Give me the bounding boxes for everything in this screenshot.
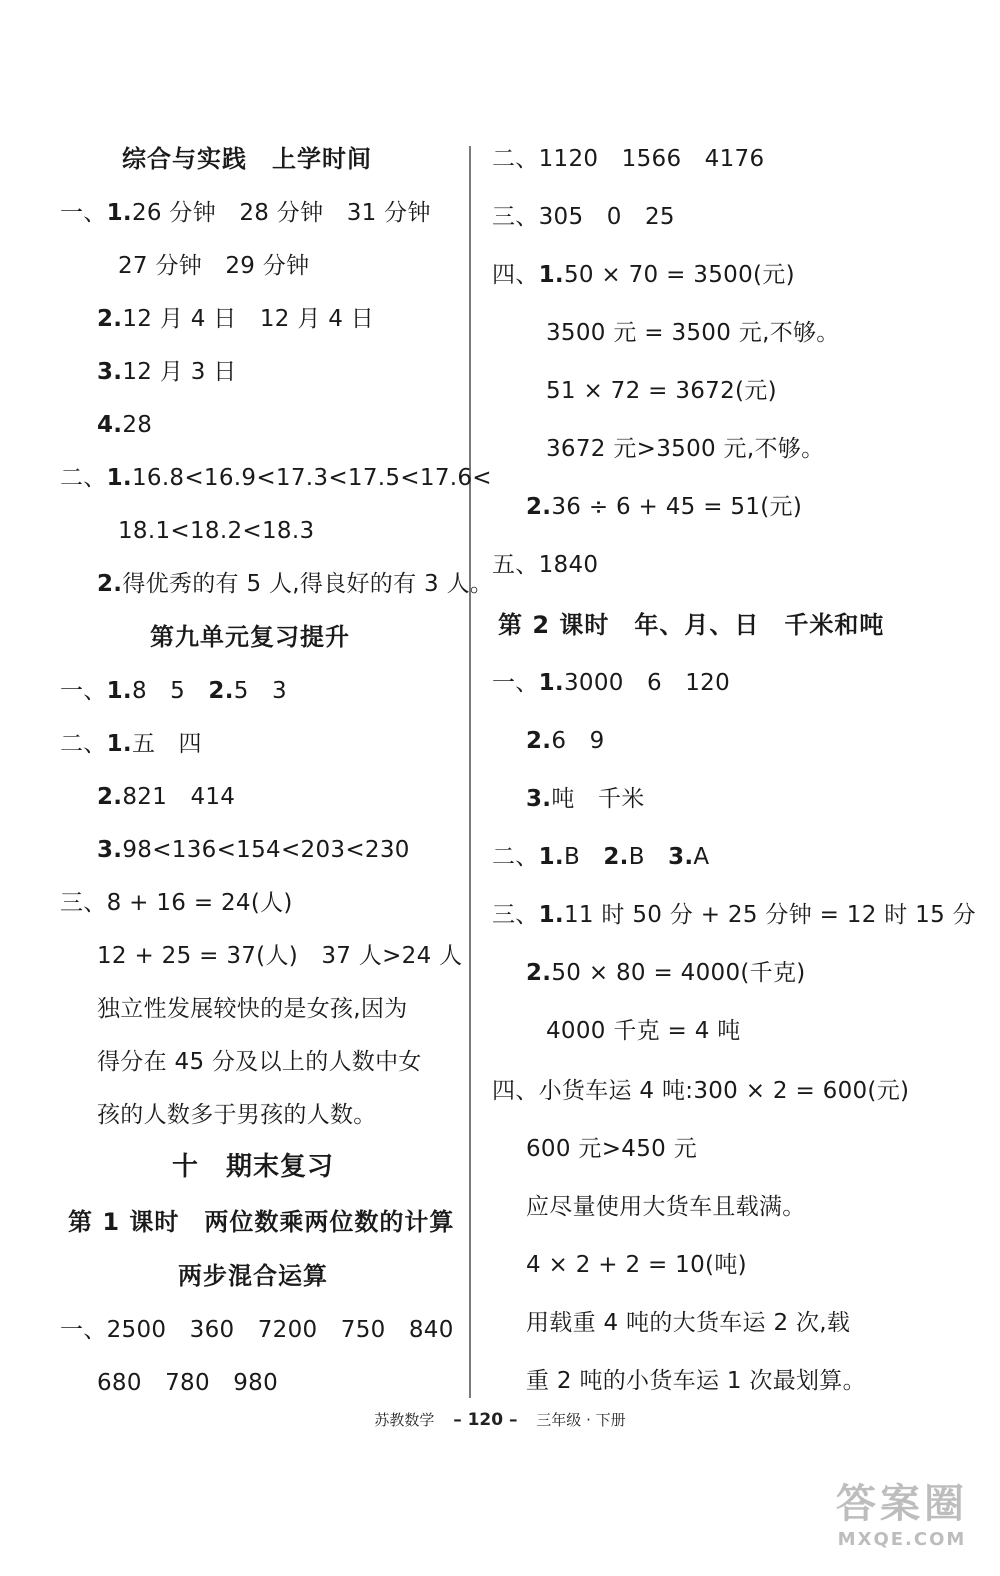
answer-line: 2.6 9 — [526, 728, 605, 754]
answer-line: 51 × 72 = 3672(元) — [546, 378, 777, 404]
answer-line: 18.1<18.2<18.3 — [118, 518, 315, 544]
answer-line: 一、2500 360 7200 750 840 — [60, 1317, 454, 1343]
answer-line: 三、8 + 16 = 24(人) — [60, 890, 293, 916]
answer-line: 2.50 × 80 = 4000(千克) — [526, 960, 806, 986]
site-watermark — [822, 1480, 982, 1562]
lesson-title-1: 第 1 课时 两位数乘两位数的计算 — [68, 1208, 455, 1236]
answer-line: 680 780 980 — [97, 1370, 278, 1396]
footer-subject: 苏教数学 — [374, 1411, 435, 1429]
answer-line: 4 × 2 + 2 = 10(吨) — [526, 1252, 747, 1278]
column-divider — [469, 146, 471, 1398]
answer-line: 四、1.50 × 70 = 3500(元) — [492, 262, 795, 288]
answer-line: 2.821 414 — [97, 784, 236, 810]
answer-line: 3672 元>3500 元,不够。 — [546, 436, 825, 462]
answer-line: 孩的人数多于男孩的人数。 — [97, 1102, 377, 1128]
footer-grade: 三年级 · 下册 — [536, 1411, 626, 1429]
answer-line: 4.28 — [97, 412, 153, 438]
answer-line: 2.36 ÷ 6 + 45 = 51(元) — [526, 494, 803, 520]
page-number: – 120 – — [453, 1410, 518, 1430]
answer-line: 用载重 4 吨的大货车运 2 次,载 — [526, 1310, 851, 1336]
answer-line: 重 2 吨的小货车运 1 次最划算。 — [526, 1368, 866, 1394]
watermark-domain: MXQE.COM — [837, 1529, 967, 1550]
answer-line: 2.12 月 4 日 12 月 4 日 — [97, 306, 375, 332]
section-title-unit9: 第九单元复习提升 — [150, 623, 350, 651]
answer-line: 一、1.3000 6 120 — [492, 670, 731, 696]
answer-line: 二、1.B 2.B 3.A — [492, 844, 710, 870]
answer-line: 一、1.26 分钟 28 分钟 31 分钟 — [60, 200, 431, 226]
answer-line: 二、1.16.8<16.9<17.3<17.5<17.6< — [60, 465, 492, 491]
answer-line: 三、305 0 25 — [492, 204, 675, 230]
section-title-practice: 综合与实践 上学时间 — [122, 145, 372, 173]
answer-line: 600 元>450 元 — [526, 1136, 697, 1162]
answer-line: 五、1840 — [492, 552, 599, 578]
chapter-title-final-review: 十 期末复习 — [172, 1152, 335, 1182]
lesson-title-2: 第 2 课时 年、月、日 千米和吨 — [498, 611, 885, 639]
answer-line: 四、小货车运 4 吨:300 × 2 = 600(元) — [492, 1078, 910, 1104]
watermark-logo-text: 答案圈 — [836, 1481, 968, 1527]
answer-line: 4000 千克 = 4 吨 — [546, 1018, 741, 1044]
lesson-subtitle-1: 两步混合运算 — [178, 1262, 328, 1290]
answer-line: 独立性发展较快的是女孩,因为 — [97, 996, 408, 1022]
page-footer — [0, 1410, 1000, 1430]
answer-line: 3.吨 千米 — [526, 786, 645, 812]
answer-line: 一、1.8 5 2.5 3 — [60, 678, 287, 704]
answer-line: 3.98<136<154<203<230 — [97, 837, 410, 863]
answer-line: 3500 元 = 3500 元,不够。 — [546, 320, 840, 346]
answer-line: 二、1.五 四 — [60, 731, 202, 757]
answer-line: 2.得优秀的有 5 人,得良好的有 3 人。 — [97, 571, 494, 597]
answer-line: 二、1120 1566 4176 — [492, 146, 765, 172]
answer-line: 应尽量使用大货车且载满。 — [526, 1194, 806, 1220]
answer-line: 得分在 45 分及以上的人数中女 — [97, 1049, 422, 1075]
answer-line: 三、1.11 时 50 分 + 25 分钟 = 12 时 15 分 — [492, 902, 976, 928]
answer-line: 27 分钟 29 分钟 — [118, 253, 310, 279]
answer-line: 3.12 月 3 日 — [97, 359, 237, 385]
answer-line: 12 + 25 = 37(人) 37 人>24 人 — [97, 943, 463, 969]
